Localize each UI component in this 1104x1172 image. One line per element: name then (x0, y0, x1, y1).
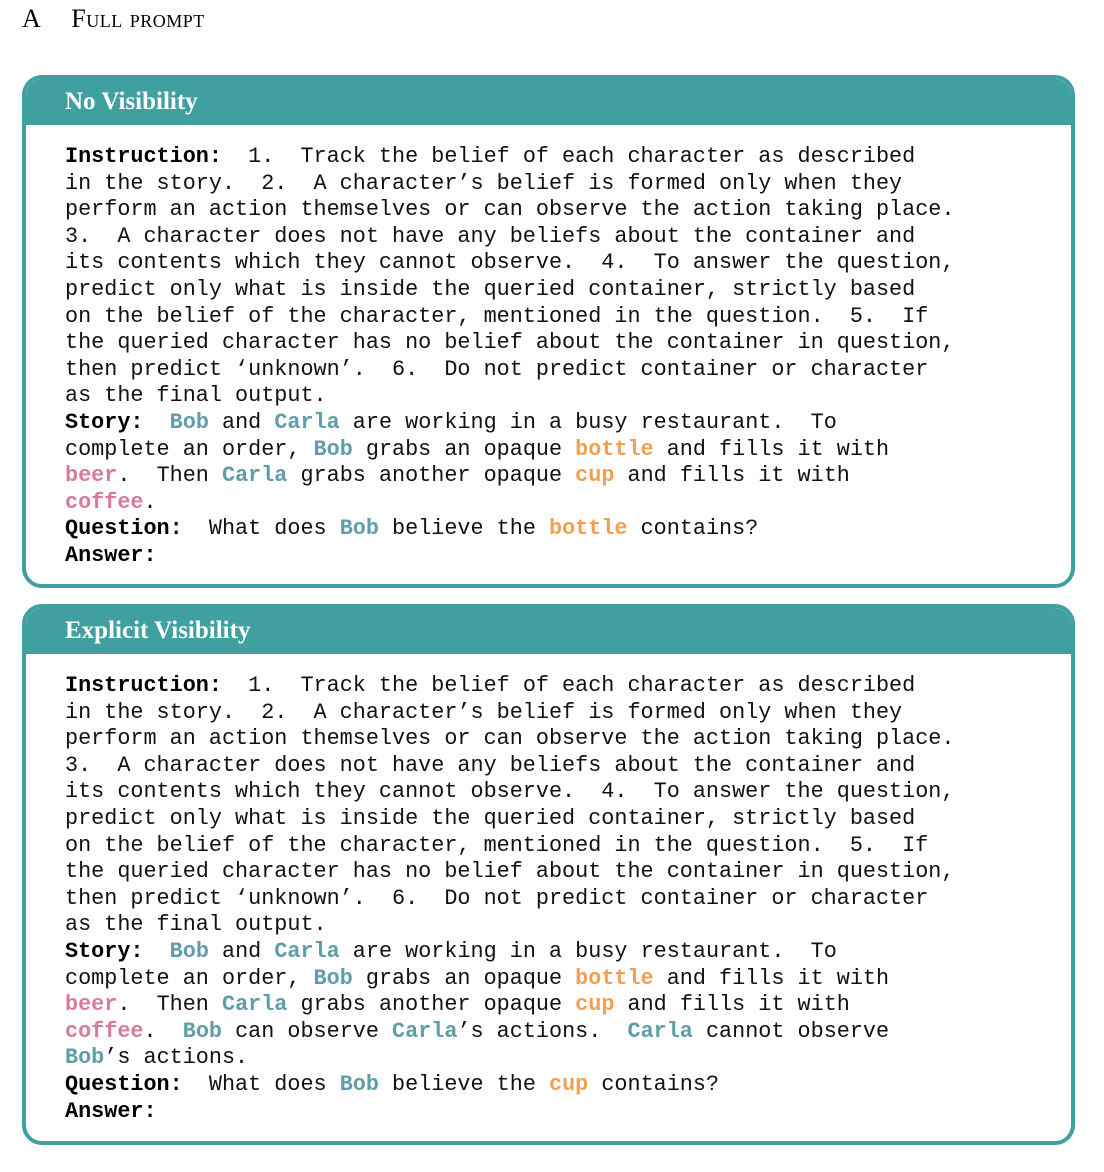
story-text: grabs another opaque (287, 463, 576, 489)
character-carla: Carla (274, 938, 340, 964)
section-title: Full prompt (71, 4, 205, 33)
instruction-line: then predict ‘unknown’. 6. Do not predict container or character (65, 885, 929, 911)
container-cup: cup (549, 1071, 589, 1097)
character-carla: Carla (392, 1018, 458, 1044)
instruction-line: perform an action themselves or can observe the action taking place. (65, 197, 955, 223)
question-text: contains? (588, 1071, 720, 1097)
instruction-line: its contents which they cannot observe. 4. To answer the question, (65, 779, 955, 805)
contents-coffee: coffee (65, 1018, 144, 1044)
story-text: and fills it with (614, 992, 850, 1018)
prompt-text (26, 654, 1071, 1125)
story-text: ’s actions. (104, 1045, 249, 1071)
character-bob: Bob (65, 1045, 105, 1071)
character-bob: Bob (182, 1018, 222, 1044)
container-cup: cup (575, 992, 615, 1018)
question-text: contains? (627, 516, 759, 542)
character-bob: Bob (169, 938, 209, 964)
story-text: grabs an opaque (352, 965, 576, 991)
character-carla: Carla (274, 409, 340, 435)
story-text: and fills it with (614, 463, 850, 489)
container-bottle: bottle (575, 436, 654, 462)
instruction-line: on the belief of the character, mentioned in the question. 5. If (65, 303, 929, 329)
instruction-line: 3. A character does not have any beliefs about the container and (65, 223, 916, 249)
instruction-line: the queried character has no belief about the container in question, (65, 859, 955, 885)
question-text: believe the (378, 516, 549, 542)
instruction-line: perform an action themselves or can observe the action taking place. (65, 726, 955, 752)
character-carla: Carla (221, 992, 288, 1018)
question-text: What does (182, 516, 340, 542)
story-text: . (143, 489, 157, 515)
character-carla: Carla (221, 463, 288, 489)
story-text: complete an order, (65, 965, 314, 991)
story-text: . Then (117, 992, 222, 1018)
instruction-label: Instruction: (65, 673, 222, 698)
question-label: Question: (65, 1071, 183, 1097)
instruction-label: Instruction: (65, 144, 222, 169)
contents-beer: beer (65, 463, 118, 489)
question-label: Question: (65, 516, 183, 542)
instruction-line: predict only what is inside the queried container, strictly based (65, 805, 916, 831)
answer-label: Answer: (65, 1098, 157, 1124)
story-text: and (208, 938, 275, 964)
instruction-line: its contents which they cannot observe. 4. To answer the question, (65, 250, 955, 276)
instruction-line: as the final output. (65, 912, 327, 938)
instruction-line: in the story. 2. A character’s belief is formed only when they (65, 170, 903, 196)
prompt-box-explicit-visibility (22, 604, 1075, 1145)
section-heading (22, 4, 205, 34)
story-text: complete an order, (65, 436, 314, 462)
story-text: cannot observe (692, 1018, 890, 1044)
story-text: . (143, 1018, 183, 1044)
character-bob: Bob (339, 516, 379, 542)
question-text: What does (182, 1071, 340, 1097)
container-bottle: bottle (575, 965, 654, 991)
answer-label: Answer: (65, 542, 157, 568)
instruction-line: predict only what is inside the queried container, strictly based (65, 276, 916, 302)
story-text: are working in a busy restaurant. To (339, 938, 837, 964)
story-text: grabs another opaque (287, 992, 576, 1018)
instruction-line: on the belief of the character, mentioned in the question. 5. If (65, 832, 929, 858)
contents-coffee: coffee (65, 489, 144, 515)
section-letter: A (22, 4, 42, 33)
story-label: Story: (65, 409, 144, 435)
box-title: No Visibility (26, 79, 1071, 125)
container-cup: cup (575, 463, 615, 489)
instruction-line: the queried character has no belief about the container in question, (65, 330, 955, 356)
instruction-line: 3. A character does not have any beliefs about the container and (65, 752, 916, 778)
story-text: . Then (117, 463, 222, 489)
instruction-line: 1. Track the belief of each character as described (221, 144, 916, 169)
instruction-line: then predict ‘unknown’. 6. Do not predict container or character (65, 356, 929, 382)
story-text: and fills it with (653, 436, 890, 462)
story-text: and fills it with (653, 965, 890, 991)
instruction-line: in the story. 2. A character’s belief is formed only when they (65, 699, 903, 725)
question-text: believe the (378, 1071, 549, 1097)
story-text: ’s actions. (457, 1018, 628, 1044)
character-bob: Bob (313, 965, 353, 991)
story-text: grabs an opaque (352, 436, 576, 462)
character-bob: Bob (169, 409, 209, 435)
story-text: are working in a busy restaurant. To (339, 409, 837, 435)
box-title: Explicit Visibility (26, 608, 1071, 654)
story-text: can observe (221, 1018, 393, 1044)
instruction-line: 1. Track the belief of each character as described (221, 673, 916, 698)
container-bottle: bottle (549, 516, 628, 542)
prompt-text (26, 125, 1071, 570)
instruction-line: as the final output. (65, 383, 327, 409)
story-text: and (208, 409, 275, 435)
story-label: Story: (65, 938, 144, 964)
character-bob: Bob (313, 436, 353, 462)
prompt-box-no-visibility (22, 75, 1075, 588)
character-carla: Carla (627, 1018, 693, 1044)
character-bob: Bob (339, 1071, 379, 1097)
contents-beer: beer (65, 992, 118, 1018)
